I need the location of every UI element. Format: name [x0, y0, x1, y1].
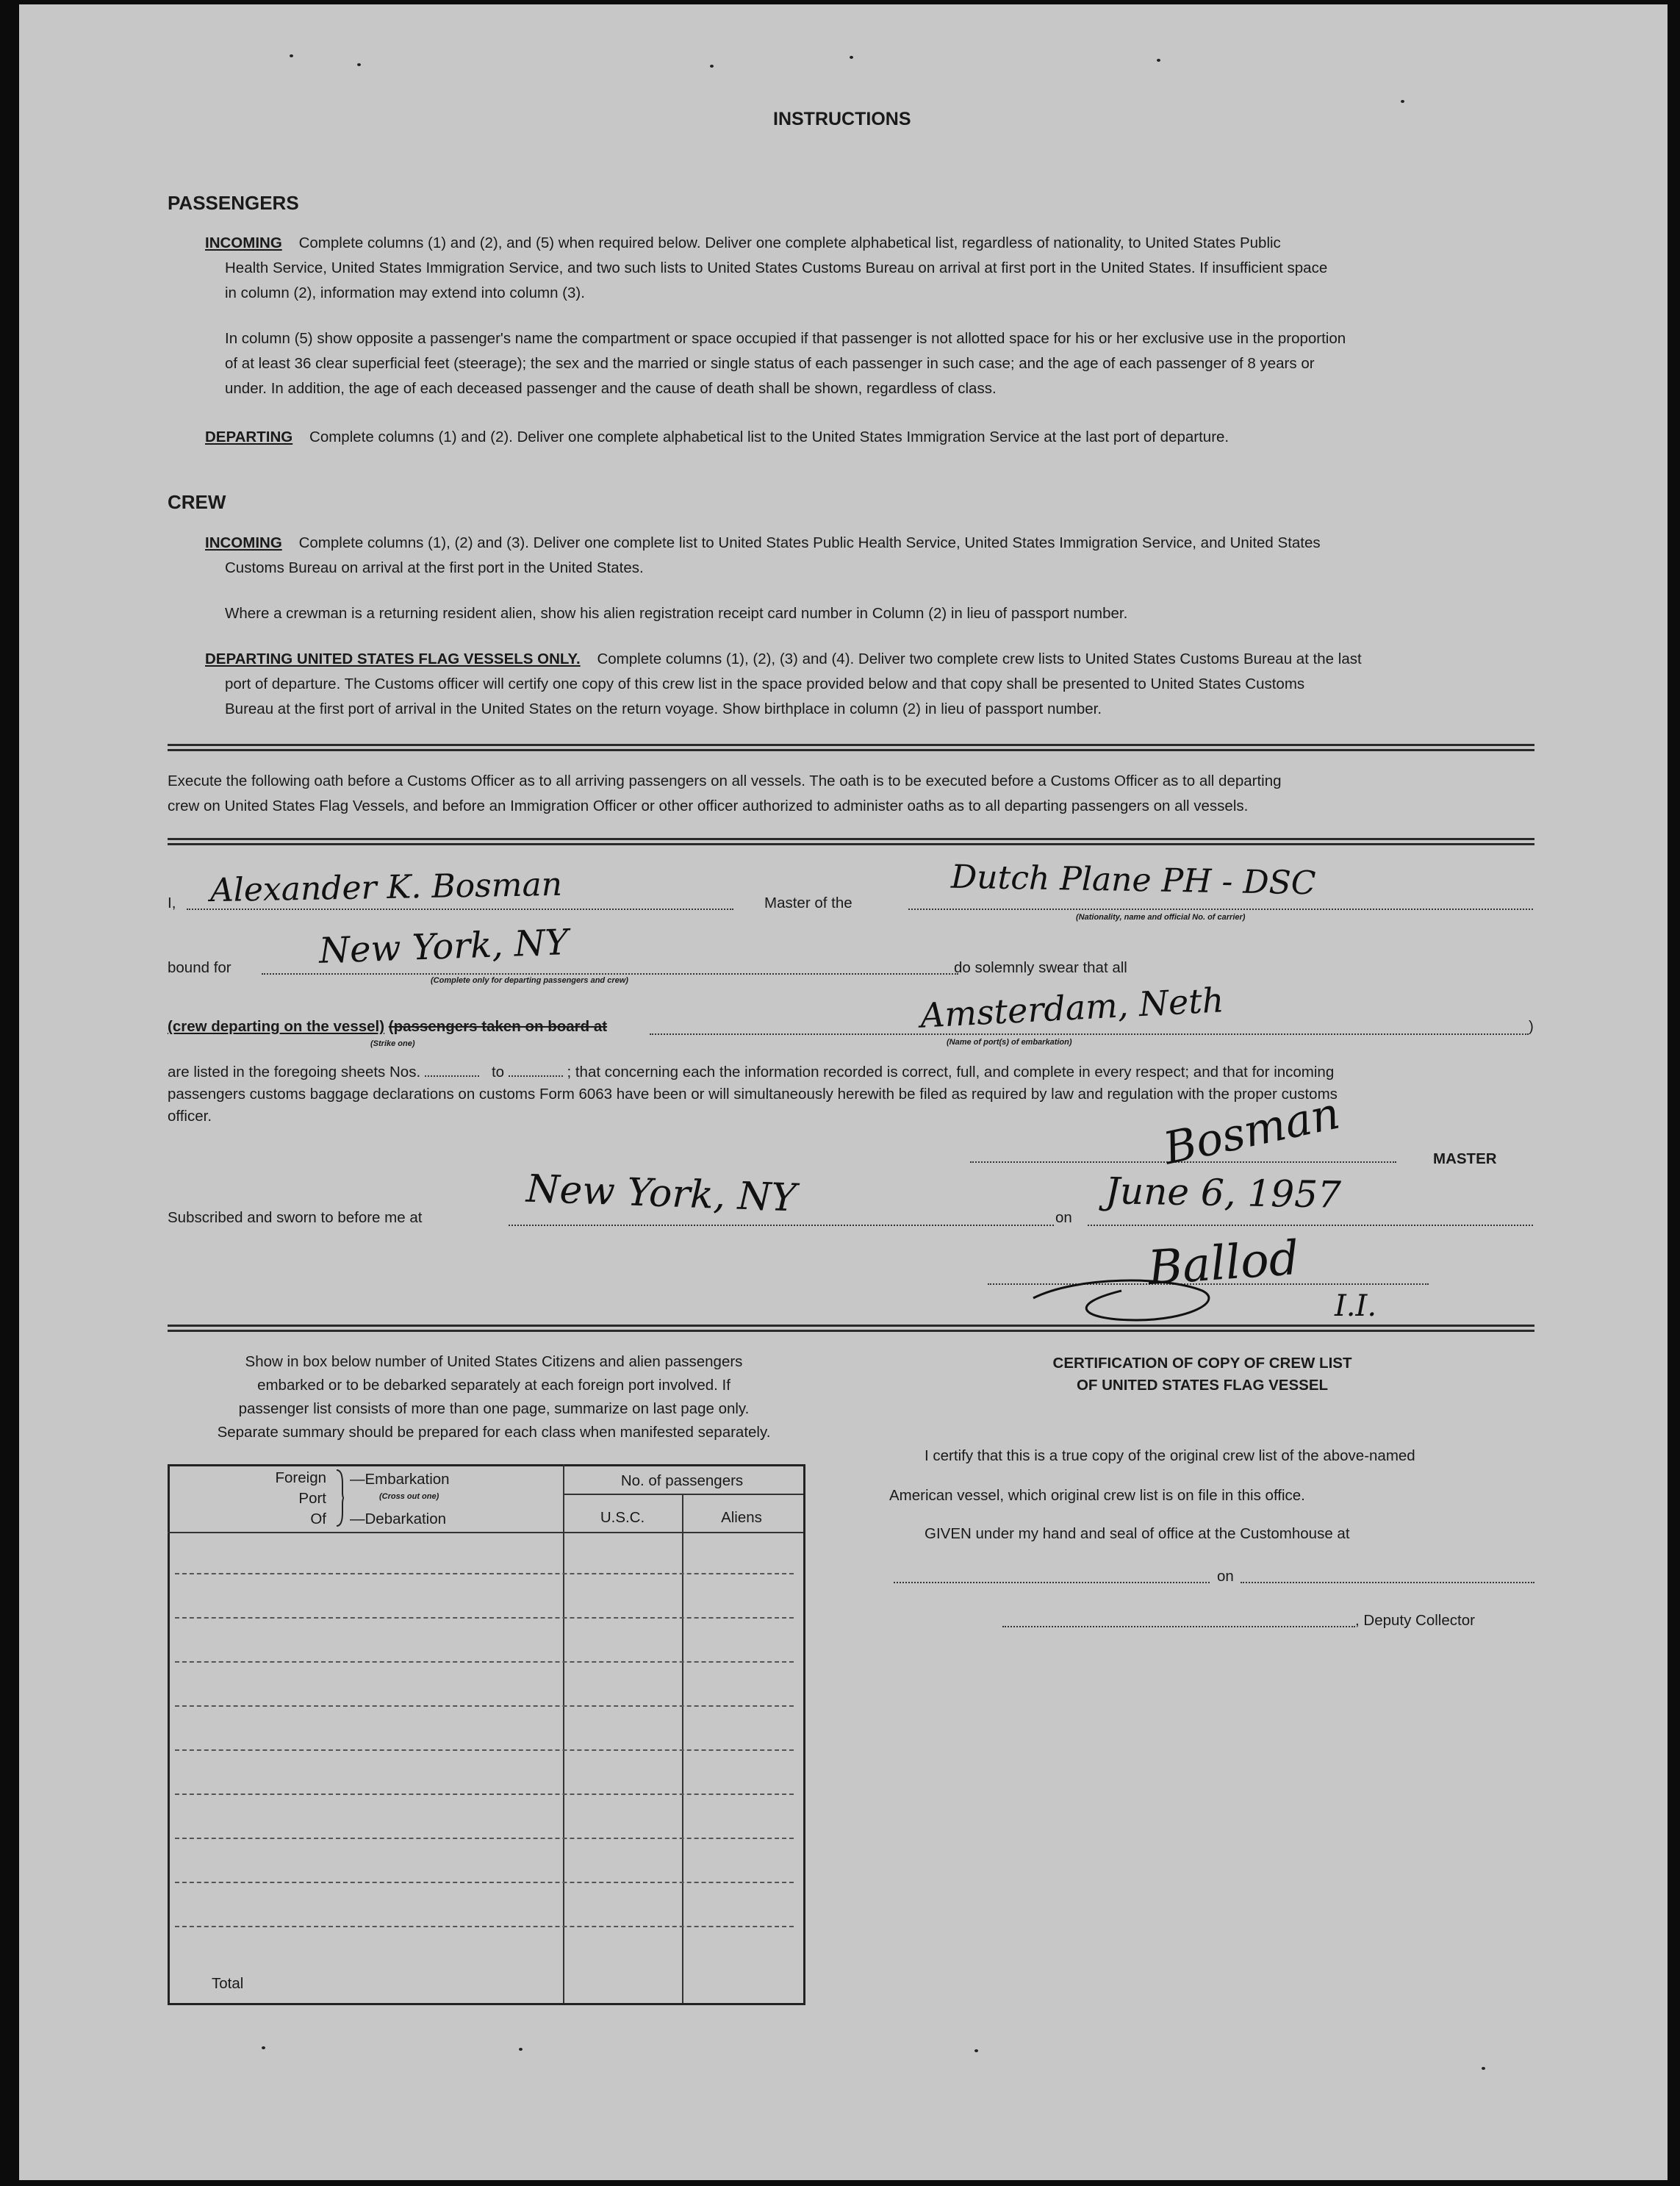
- oath-intro-line-1: Execute the following oath before a Customs Officer as to all arriving passengers on all vessels. The oath is to be executed before a Customs Officer as to all departing: [168, 773, 1282, 789]
- passengers-incoming-line-2: Health Service, United States Immigration Service, and two such lists to United States Customs Bureau on arrival at first port in the United States. If insufficient space: [225, 259, 1328, 276]
- certification-heading-1: CERTIFICATION OF COPY OF CREW LIST: [1052, 1355, 1352, 1372]
- scan-speck: [1482, 2067, 1485, 2070]
- table-of: Of: [310, 1511, 326, 1527]
- passengers-incoming-line-3: in column (2), information may extend into column (3).: [225, 284, 585, 301]
- certification-line-2: American vessel, which original crew list is on file in this office.: [889, 1487, 1305, 1504]
- section-divider: [168, 744, 1534, 746]
- sworn-place-handwritten: New York, NY: [525, 1167, 797, 1221]
- strike-note: (Strike one): [370, 1039, 415, 1048]
- scan-speck: [1401, 100, 1404, 103]
- table-no-passengers: No. of passengers: [620, 1472, 744, 1489]
- scan-speck: [519, 2048, 523, 2051]
- table-usc: U.S.C.: [600, 1509, 645, 1526]
- master-signature: Bosman: [1159, 1087, 1344, 1175]
- embark-note: (Name of port(s) of embarkation): [947, 1038, 1072, 1047]
- sworn-place-line: [509, 1225, 1054, 1226]
- master-of-label: Master of the: [764, 895, 852, 911]
- destination-handwritten: New York, NY: [318, 922, 570, 972]
- certification-line-3: GIVEN under my hand and seal of office at the Customhouse at: [925, 1525, 1350, 1542]
- table-row: [175, 1749, 794, 1751]
- crew-resident-alien: Where a crewman is a returning resident alien, show his alien registration receipt card number in Column (2) in lieu of passport number.: [225, 605, 1128, 622]
- passengers-heading: PASSENGERS: [168, 192, 299, 214]
- scan-speck: [262, 2046, 265, 2049]
- table-row: [175, 1793, 794, 1795]
- deputy-collector-label: , Deputy Collector: [1355, 1612, 1475, 1629]
- crew-departing-option: (crew departing on the vessel): [168, 1018, 385, 1035]
- crew-heading: CREW: [168, 491, 226, 513]
- officer-signature: Ballod: [1146, 1230, 1301, 1297]
- master-label: MASTER: [1433, 1150, 1497, 1167]
- table-row: [175, 1617, 794, 1619]
- bound-for-label: bound for: [168, 959, 231, 976]
- carrier-handwritten: Dutch Plane PH - DSC: [950, 858, 1316, 903]
- scan-speck: [710, 65, 714, 68]
- certification-heading-2: OF UNITED STATES FLAG VESSEL: [1076, 1377, 1329, 1394]
- crew-departing-label: DEPARTING UNITED STATES FLAG VESSELS ONLY.: [205, 651, 581, 667]
- customhouse-line: [894, 1582, 1210, 1583]
- passengers-incoming-label: INCOMING: [205, 234, 282, 251]
- crew-departing-line-1: DEPARTING UNITED STATES FLAG VESSELS ONLY. Complete columns (1), (2), (3) and (4). Deliver two complete crew lists to United States Customs Bureau at the last: [205, 651, 1362, 667]
- summary-intro-line-3: passenger list consists of more than one page, summarize on last page only.: [238, 1400, 750, 1417]
- crew-incoming-line-1: INCOMING Complete columns (1), (2) and (3). Deliver one complete list to United States Public Health Service, United States Immigration Service, and United States: [205, 534, 1321, 551]
- summary-intro-line-4: Separate summary should be prepared for each class when manifested separately.: [217, 1424, 771, 1441]
- carrier-note: (Nationality, name and official No. of carrier): [1076, 913, 1246, 922]
- table-header-divider: [168, 1532, 803, 1533]
- passenger-summary-table: [168, 1464, 805, 2005]
- table-divider: [563, 1464, 564, 2003]
- sworn-date-line: [1088, 1225, 1533, 1226]
- crew-incoming-line-2: Customs Bureau on arrival at the first port in the United States.: [225, 559, 644, 576]
- officer-title: I.I.: [1335, 1289, 1377, 1323]
- certification-line-1: I certify that this is a true copy of the original crew list of the above-named: [925, 1447, 1415, 1464]
- brace-icon: [334, 1469, 345, 1527]
- passengers-incoming-line-1: INCOMING Complete columns (1) and (2), and (5) when required below. Deliver one complete alphabetical list, regardless of nationality, to United States Public: [205, 234, 1281, 251]
- crew-departing-line-3: Bureau at the first port of arrival in the United States on the return voyage. Show birthplace in column (2) in lieu of passport number.: [225, 700, 1102, 717]
- passengers-departing-label: DEPARTING: [205, 429, 293, 445]
- table-row: [175, 1573, 794, 1574]
- sworn-on-label: on: [1055, 1209, 1072, 1226]
- section-divider: [168, 1325, 1534, 1327]
- table-debarkation: —Debarkation: [350, 1511, 447, 1527]
- close-paren: ): [1529, 1018, 1534, 1035]
- oath-intro-line-2: crew on United States Flag Vessels, and before an Immigration Officer or other officer authorized to administer oaths as to all departing passengers on all vessels.: [168, 798, 1249, 814]
- table-total: Total: [212, 1975, 244, 1992]
- column5-line-3: under. In addition, the age of each deceased passenger and the cause of death shall be shown, regardless of class.: [225, 380, 997, 397]
- table-port: Port: [298, 1490, 326, 1507]
- table-row: [175, 1661, 794, 1663]
- summary-intro-line-2: embarked or to be debarked separately at each foreign port involved. If: [257, 1377, 730, 1394]
- scan-speck: [1157, 59, 1160, 62]
- destination-line: [262, 973, 958, 975]
- embark-port-handwritten: Amsterdam, Neth: [919, 980, 1225, 1036]
- certification-on-label: on: [1217, 1568, 1234, 1585]
- listed-line-2: passengers customs baggage declarations on customs Form 6063 have been or will simultaneously herewith be filed as required by law and regulation with the proper customs: [168, 1086, 1338, 1103]
- crew-incoming-label: INCOMING: [205, 534, 282, 551]
- table-row: [175, 1838, 794, 1839]
- sworn-date-handwritten: June 6, 1957: [1105, 1169, 1342, 1216]
- embark-port-line: [650, 1033, 1529, 1035]
- table-row: [175, 1882, 794, 1883]
- summary-intro-line-1: Show in box below number of United States Citizens and alien passengers: [245, 1353, 743, 1370]
- oath-i-label: I,: [168, 895, 176, 911]
- table-foreign: Foreign: [275, 1469, 326, 1486]
- table-divider: [563, 1494, 803, 1495]
- listed-line-1: are listed in the foregoing sheets Nos. to ; that concerning each the information recorded is correct, full, and complete in every respect; and that for incoming: [168, 1064, 1335, 1081]
- scan-speck: [974, 2049, 978, 2052]
- master-name-handwritten: Alexander K. Bosman: [209, 865, 563, 910]
- table-row: [175, 1705, 794, 1707]
- document-page: [19, 4, 1668, 2180]
- subscribed-label: Subscribed and sworn to before me at: [168, 1209, 423, 1226]
- strike-line: [168, 1014, 607, 1039]
- table-embarkation: —Embarkation: [350, 1471, 450, 1488]
- table-cross-out: (Cross out one): [379, 1492, 439, 1501]
- column5-line-1: In column (5) show opposite a passenger's name the compartment or space occupied if that passenger is not allotted space for his or her exclusive use in the proportion: [225, 330, 1346, 347]
- passengers-taken-option: (passengers taken on board at: [388, 1018, 608, 1035]
- crew-departing-line-2: port of departure. The Customs officer will certify one copy of this crew list in the space provided below and that copy shall be presented to United States Customs: [225, 675, 1305, 692]
- page-title: INSTRUCTIONS: [773, 109, 911, 129]
- swear-label: do solemnly swear that all: [954, 959, 1127, 976]
- destination-note: (Complete only for departing passengers and crew): [431, 976, 628, 985]
- carrier-line: [908, 909, 1533, 910]
- column5-line-2: of at least 36 clear superficial feet (steerage); the sex and the married or single status of each passenger in such case; and the age of each passenger of 8 years or: [225, 355, 1315, 372]
- table-aliens: Aliens: [721, 1509, 762, 1526]
- scan-speck: [290, 54, 293, 57]
- scan-speck: [850, 56, 853, 59]
- signature-flourish-icon: [1019, 1247, 1239, 1327]
- deputy-collector-line: [1002, 1626, 1355, 1627]
- scan-speck: [357, 63, 361, 66]
- passengers-departing-line: DEPARTING Complete columns (1) and (2). Deliver one complete alphabetical list to the United States Immigration Service at the last port of departure.: [205, 429, 1230, 445]
- listed-line-3: officer.: [168, 1108, 212, 1125]
- section-divider: [168, 838, 1534, 840]
- master-name-line: [187, 909, 733, 910]
- table-row: [175, 1926, 794, 1927]
- certification-date-line: [1241, 1582, 1534, 1583]
